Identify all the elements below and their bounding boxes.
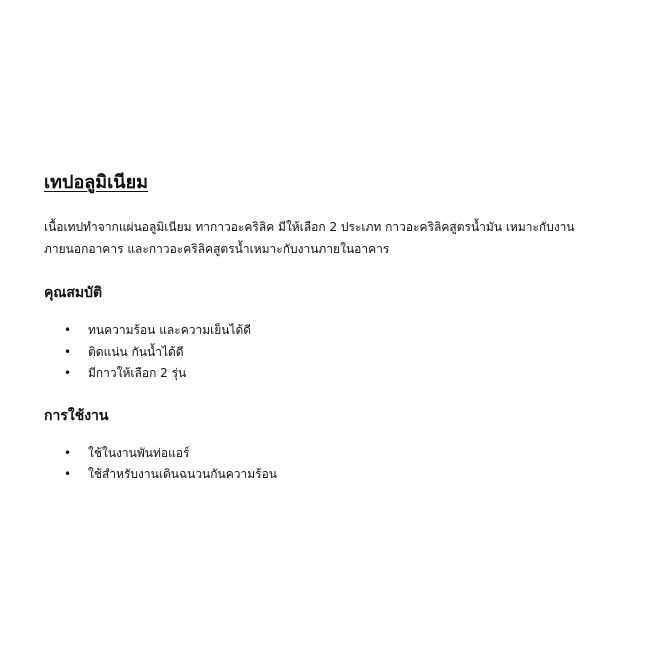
bullet-icon: • xyxy=(64,467,72,481)
list-item-text: ทนความร้อน และความเย็นได้ดี xyxy=(88,323,252,337)
section-heading-properties: คุณสมบัติ xyxy=(44,285,103,301)
bullet-icon: • xyxy=(64,344,72,359)
list-item-text: ใช้ในงานพันท่อแอร์ xyxy=(88,445,190,460)
section-usage xyxy=(44,405,614,486)
list-item xyxy=(44,320,614,342)
list-item-text: ติดแน่น กันน้ำได้ดี xyxy=(88,344,184,359)
document-description: เนื้อเทปทำจากแผ่นอลูมิเนียม ทากาวอะคริลิค มีให้เลือก 2 ประเภท กาวอะคริลิคสูตรน้ำมัน เหมาะกับงานภายนอกอาคาร และกาวอะคริลิคสูตรน้ำเหมาะกับงานภายในอาคาร xyxy=(44,220,575,256)
section-heading-usage: การใช้งาน xyxy=(44,407,109,424)
properties-list xyxy=(44,320,614,385)
bullet-icon: • xyxy=(64,366,72,380)
section-properties xyxy=(44,282,614,385)
list-item-text: มีกาวให้เลือก 2 รุ่น xyxy=(88,366,187,380)
bullet-icon: • xyxy=(64,323,72,337)
list-item xyxy=(44,342,614,364)
usage-list xyxy=(44,443,614,486)
list-item xyxy=(44,363,614,385)
list-item xyxy=(44,464,614,486)
document-body xyxy=(44,170,614,506)
bullet-icon: • xyxy=(64,445,72,460)
list-item-text: ใช้สำหรับงานเดินฉนวนกันความร้อน xyxy=(88,467,277,481)
list-item xyxy=(44,443,614,465)
document-title: เทปอลูมิเนียม xyxy=(44,172,149,193)
